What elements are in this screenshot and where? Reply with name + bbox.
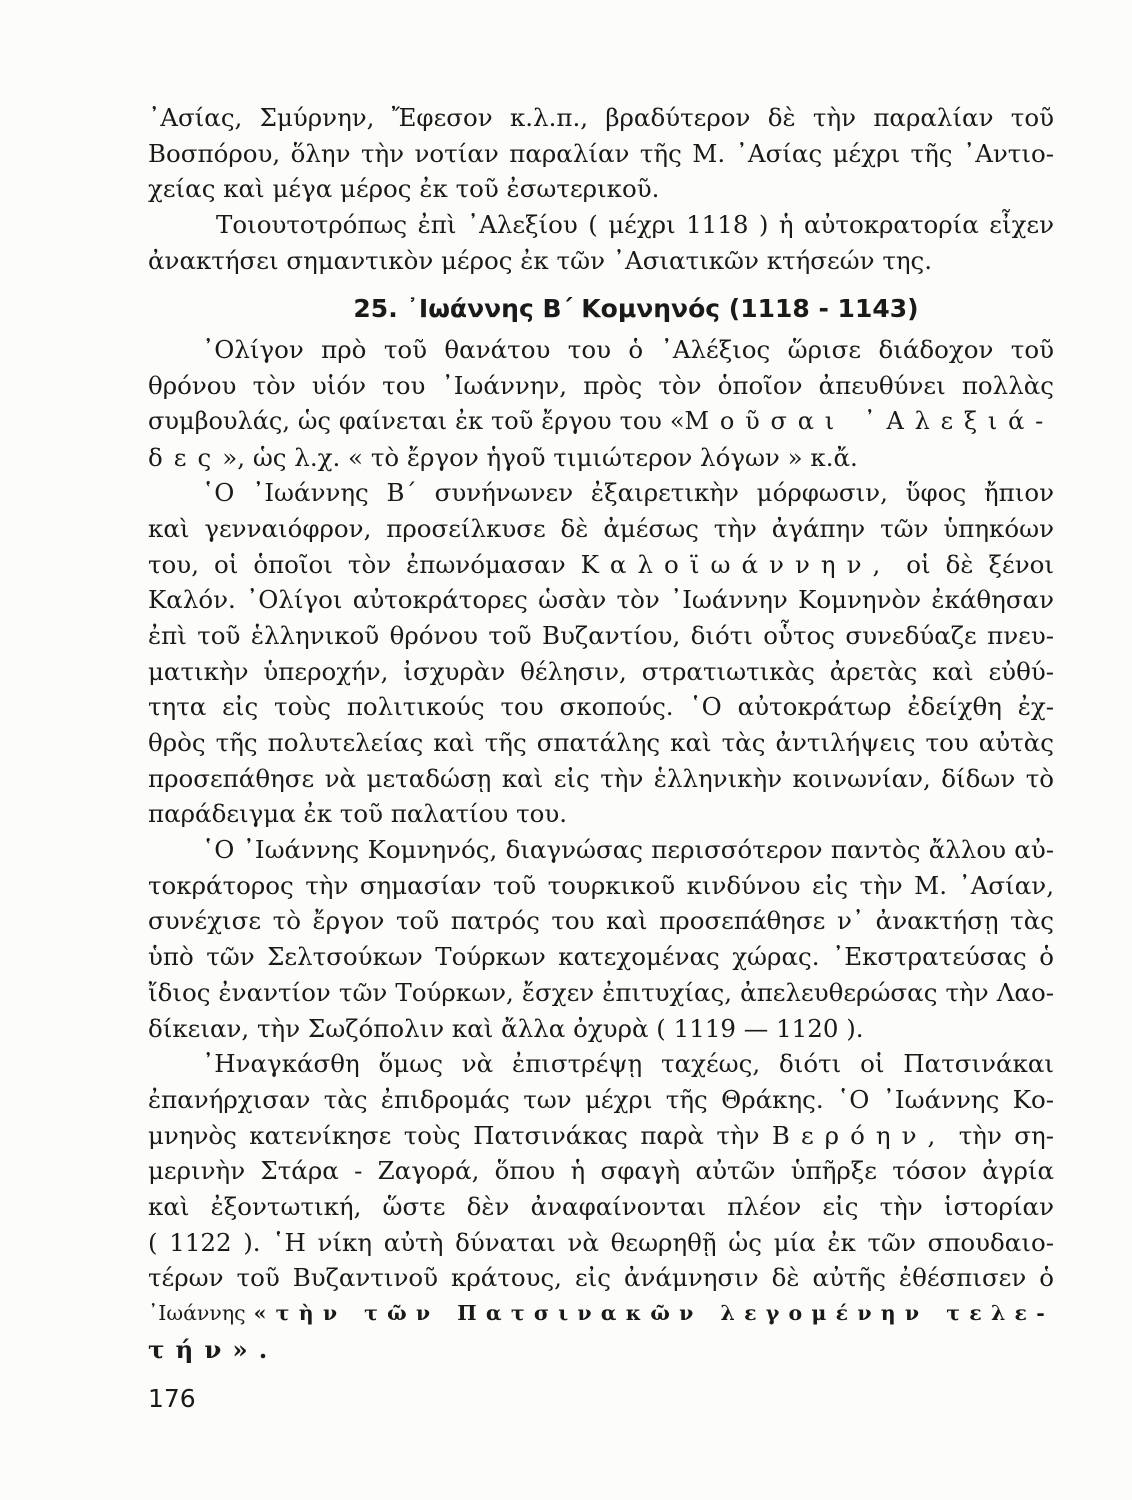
text-line: θρόνου τὸν υἱόν του ᾿Ιωάννην, πρὸς τὸν ὁποῖον ἀπευθύνει πολλὰς bbox=[148, 371, 1054, 401]
spaced-quote: τήν». bbox=[148, 1334, 279, 1364]
section-heading: 25. ᾿Ιωάννης Β΄ Κομνηνός (1118 - 1143) bbox=[353, 294, 919, 324]
text-line: καὶ γενναιόφρον, προσείλκυσε δὲ ἀμέσως τὴν ἀγάπην τῶν ὑπηκόων bbox=[148, 513, 1054, 543]
text-line: ῾Ο ᾿Ιωάννης Κομνηνός, διαγνώσας περισσότερον παντὸς ἄλλου αὐ- bbox=[202, 835, 1054, 865]
text-line: ᾿Ολίγον πρὸ τοῦ θανάτου του ὁ ᾿Αλέξιος ὥρισε διάδοχον τοῦ bbox=[202, 335, 1054, 365]
text-line bbox=[148, 404, 1054, 440]
text-fragment: οἱ δὲ ξένοι bbox=[906, 549, 1054, 579]
text-fragment: », ὡς λ.χ. « τὸ ἔργον ἡγοῦ τιμιώτερον λόγων » κ.ἄ. bbox=[222, 442, 858, 472]
text-fragment: συμβουλάς, ὡς φαίνεται ἐκ τοῦ ἔργου του « bbox=[148, 406, 685, 435]
body-text bbox=[148, 100, 1054, 1367]
spaced-place-name: Βερόην, bbox=[771, 1120, 947, 1150]
text-line: ἴδιος ἐναντίον τῶν Τούρκων, ἔσχεν ἐπιτυχίας, ἀπελευθερώσας τὴν Λαο- bbox=[148, 977, 1054, 1007]
spaced-name: Καλοϊωάννην, bbox=[580, 549, 892, 579]
text-line: χείας καὶ μέγα μέρος ἐκ τοῦ ἐσωτερικοῦ. bbox=[148, 174, 660, 204]
spaced-title: Μοῦσαι ᾿Αλεξιά- bbox=[684, 406, 1054, 435]
text-line: δίκειαν, τὴν Σωζόπολιν καὶ ἄλλα ὀχυρὰ ( 1119 — 1120 ). bbox=[148, 1013, 864, 1043]
text-line: ἐπὶ τοῦ ἑλληνικοῦ θρόνου τοῦ Βυζαντίου, διότι οὗτος συνεδύαζε πνευ- bbox=[148, 620, 1054, 650]
text-line: προσεπάθησε νὰ μεταδώσῃ καὶ εἰς τὴν ἑλληνικὴν κοινωνίαν, δίδων τὸ bbox=[148, 763, 1054, 793]
text-line: Τοιουτοτρόπως ἐπὶ ᾿Αλεξίου ( μέχρι 1118 ) ἡ αὐτοκρατορία εἶχεν bbox=[216, 210, 1054, 240]
text-line: Καλόν. ᾿Ολίγοι αὐτοκράτορες ὡσὰν τὸν ᾿Ιωάννην Κομνηνὸν ἐκάθησαν bbox=[148, 585, 1054, 615]
text-line: παράδειγμα ἐκ τοῦ παλατίου του. bbox=[148, 799, 568, 829]
text-line: συνέχισε τὸ ἔργον τοῦ πατρός του καὶ προσεπάθησε ν᾿ ἀνακτήσῃ τὰς bbox=[148, 906, 1054, 936]
page-number: 176 bbox=[148, 1384, 196, 1413]
text-line: καὶ ἐξοντωτική, ὥστε δὲν ἀναφαίνονται πλέον εἰς τὴν ἱστορίαν bbox=[148, 1191, 1054, 1221]
text-fragment: ᾿Ιωάννης bbox=[148, 1301, 254, 1325]
text-line: τέρων τοῦ Βυζαντινοῦ κράτους, εἰς ἀνάμνησιν δὲ αὐτῆς ἐθέσπισεν ὁ bbox=[148, 1263, 1054, 1293]
spaced-quote: «τὴν τῶν Πατσινακῶν λεγομένην τελε- bbox=[253, 1301, 1054, 1325]
text-line: ἀνακτήσει σημαντικὸν μέρος ἐκ τῶν ᾿Ασιατικῶν κτήσεών της. bbox=[148, 245, 933, 275]
text-fragment: του, οἱ ὁποῖοι τὸν ἐπωνόμασαν bbox=[148, 549, 566, 579]
text-fragment: τὴν ση- bbox=[958, 1120, 1054, 1150]
text-line: τητα εἰς τοὺς πολιτικούς του σκοπούς. ῾Ο αὐτοκράτωρ ἐδείχθη ἐχ- bbox=[148, 692, 1054, 722]
text-line: Βοσπόρου, ὅλην τὴν νοτίαν παραλίαν τῆς Μ. ᾿Ασίας μέχρι τῆς ᾿Αντιο- bbox=[148, 138, 1054, 168]
text-line bbox=[148, 1332, 1054, 1368]
text-line bbox=[148, 440, 1054, 476]
text-line: ῾Ο ᾿Ιωάννης Β΄ συνήνωνεν ἐξαιρετικὴν μόρφωσιν, ὕφος ἤπιον bbox=[202, 478, 1054, 508]
text-line: ματικὴν ὑπεροχήν, ἰσχυρὰν θέλησιν, στρατιωτικὰς ἀρετὰς καὶ εὐθύ- bbox=[148, 656, 1054, 686]
text-line: ὑπὸ τῶν Σελτσούκων Τούρκων κατεχομένας χώρας. ᾿Εκστρατεύσας ὁ bbox=[148, 942, 1054, 972]
text-line: ᾿Ηναγκάσθη ὅμως νὰ ἐπιστρέψῃ ταχέως, διότι οἱ Πατσινάκαι bbox=[202, 1049, 1054, 1079]
text-line: τοκράτορος τὴν σημασίαν τοῦ τουρκικοῦ κινδύνου εἰς τὴν Μ. ᾿Ασίαν, bbox=[148, 870, 1054, 900]
spaced-title: δες bbox=[148, 442, 223, 472]
text-line: θρὸς τῆς πολυτελείας καὶ τῆς σπατάλης καὶ τὰς ἀντιλήψεις του αὐτὰς bbox=[148, 728, 1054, 757]
text-line: μερινὴν Στάρα - Ζαγορά, ὅπου ἡ σφαγὴ αὐτῶν ὑπῆρξε τόσον ἀγρία bbox=[148, 1156, 1054, 1186]
text-line bbox=[148, 1296, 1054, 1332]
text-line: ᾿Ασίας, Σμύρνην, Ἔφεσον κ.λ.π., βραδύτερον δὲ τὴν παραλίαν τοῦ bbox=[148, 103, 1054, 132]
text-line bbox=[148, 547, 1054, 583]
text-line: ἐπανήρχισαν τὰς ἐπιδρομάς των μέχρι τῆς Θράκης. ῾Ο ᾿Ιωάννης Κο- bbox=[148, 1084, 1054, 1114]
text-line: ( 1122 ). ῾Η νίκη αὐτὴ δύναται νὰ θεωρηθῇ ὡς μία ἐκ τῶν σπουδαιο- bbox=[148, 1227, 1054, 1257]
text-line bbox=[148, 1118, 1054, 1154]
text-fragment: μνηνὸς κατενίκησε τοὺς Πατσινάκας παρὰ τὴν bbox=[148, 1120, 760, 1150]
